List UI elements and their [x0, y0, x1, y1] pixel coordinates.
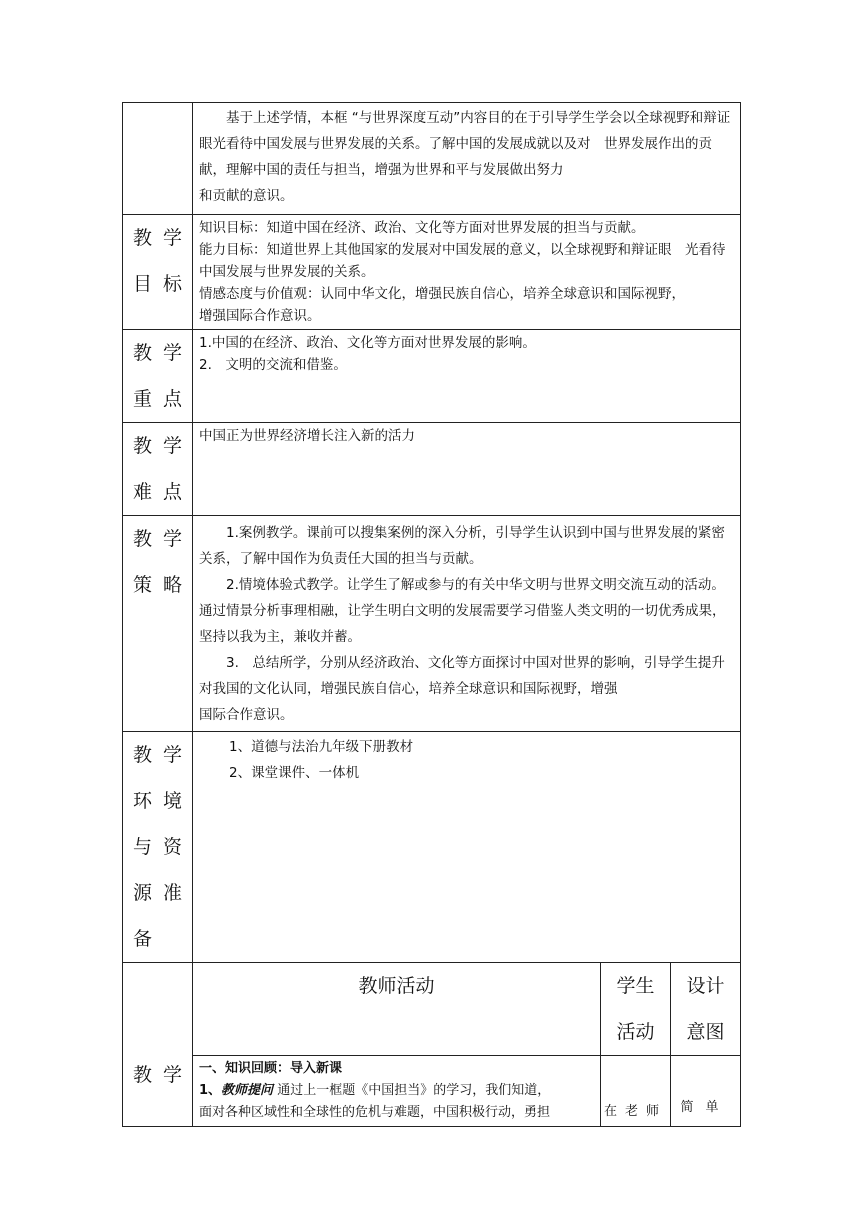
environment-label-line-5: 备	[133, 928, 153, 950]
teacher-activity-label: 教师活动	[358, 975, 435, 997]
key-points-row	[123, 330, 741, 423]
goal-knowledge: 知识目标：知道中国在经济、政治、文化等方面对世界发展的担当与贡献。	[199, 220, 645, 236]
environment-label-line-2: 环 境	[133, 790, 183, 812]
goals-label-line-2: 目 标	[133, 273, 183, 295]
goals-label	[123, 215, 193, 330]
line-1-prefix: 1、	[199, 1083, 222, 1098]
difficulties-content	[193, 423, 741, 516]
process-header-row	[123, 963, 741, 1056]
design-intent-text: 简单	[680, 1100, 731, 1115]
line-1-rest: 通过上一框题《中国担当》的学习，我们知道，	[277, 1083, 551, 1098]
strategy-label	[123, 516, 193, 732]
difficulties-label-line-1: 教 学	[133, 435, 183, 457]
intro-label-cell	[123, 103, 193, 215]
key-points-label-line-1: 教 学	[133, 342, 183, 364]
environment-row	[123, 732, 741, 963]
process-label	[123, 963, 193, 1127]
key-point-2: 2. 文明的交流和借鉴。	[199, 357, 347, 373]
difficulties-label-line-2: 难 点	[133, 481, 183, 503]
strategy-3-end: 国际合作意识。	[199, 707, 294, 723]
design-intent-header	[671, 963, 741, 1056]
key-point-1: 1.中国的在经济、政治、文化等方面对世界发展的影响。	[199, 335, 536, 351]
key-points-label-line-2: 重 点	[133, 388, 183, 410]
environment-label-line-1: 教 学	[133, 744, 183, 766]
environment-label-line-4: 源 准	[133, 882, 183, 904]
student-activity-line-1: 学生	[616, 975, 655, 997]
teacher-activity-cell	[193, 1056, 601, 1127]
environment-label-line-3: 与 资	[133, 836, 183, 858]
goal-emotion-end: 增强国际合作意识。	[199, 308, 321, 324]
teacher-activity-header	[193, 963, 601, 1056]
design-intent-cell	[671, 1056, 741, 1127]
strategy-3: 3. 总结所学，分别从经济政治、文化等方面探讨中国对世界的影响，引导学生提升对我国的文化认同，增强民族自信心，培养全球意识和国际视野，增强	[199, 655, 725, 697]
line-1-emphasis: 教师提问	[221, 1083, 274, 1098]
goals-label-line-1: 教 学	[133, 227, 183, 249]
strategy-content	[193, 516, 741, 732]
goal-ability: 能力目标：知道世界上其他国家的发展对中国发展的意义，以全球视野和辩证眼 光看待中国发展与世界发展的关系。	[199, 242, 726, 280]
process-label-line-1: 教 学	[133, 1063, 183, 1086]
intro-content	[193, 103, 741, 215]
design-intent-line-1: 设计	[686, 975, 725, 997]
intro-text-end: 和贡献的意识。	[199, 188, 294, 204]
teacher-line-2: 面对各种区域性和全球性的危机与难题，中国积极行动，勇担	[199, 1105, 551, 1120]
intro-text: 基于上述学情，本框 “与世界深度互动”内容目的在于引导学生学会以全球视野和辩证眼光看待中国发展与世界发展的关系。了解中国的发展成就以及对 世界发展作出的贡献，理解中国的责任与担当，增强为世界和平与发展做出努力	[199, 110, 731, 178]
resource-1: 1、道德与法治九年级下册教材	[229, 739, 414, 755]
difficulty-1: 中国正为世界经济增长注入新的活力	[199, 428, 415, 444]
strategy-label-line-2: 策 略	[133, 574, 183, 596]
goals-row	[123, 215, 741, 330]
goal-emotion: 情感态度与价值观：认同中华文化，增强民族自信心，培养全球意识和国际视野，	[199, 286, 685, 302]
section-title: 一、知识回顾：导入新课	[199, 1061, 343, 1076]
difficulties-label	[123, 423, 193, 516]
strategy-label-line-1: 教 学	[133, 528, 183, 550]
student-activity-line-2: 活动	[616, 1021, 655, 1043]
student-activity-header	[601, 963, 671, 1056]
student-activity-text: 在老师	[603, 1104, 667, 1119]
strategy-2: 2.情境体验式教学。让学生了解或参与的有关中华文明与世界文明交流互动的活动。通过情景分析事理相融，让学生明白文明的发展需要学习借鉴人类文明的一切优秀成果，坚持以我为主，兼收并蓄。	[199, 577, 726, 645]
resource-2: 2、课堂课件、一体机	[229, 765, 360, 781]
strategy-1: 1.案例教学。课前可以搜集案例的深入分析，引导学生认识到中国与世界发展的紧密关系，了解中国作为负责任大国的担当与贡献。	[199, 525, 725, 567]
design-intent-line-2: 意图	[686, 1021, 725, 1043]
goals-content	[193, 215, 741, 330]
process-first-row	[123, 1056, 741, 1127]
strategy-row	[123, 516, 741, 732]
lesson-plan-table	[122, 102, 741, 1127]
environment-label	[123, 732, 193, 963]
teacher-line-1	[199, 1080, 594, 1102]
intro-row	[123, 103, 741, 215]
key-points-content	[193, 330, 741, 423]
environment-content	[193, 732, 741, 963]
key-points-label	[123, 330, 193, 423]
student-activity-cell	[601, 1056, 671, 1127]
difficulties-row	[123, 423, 741, 516]
